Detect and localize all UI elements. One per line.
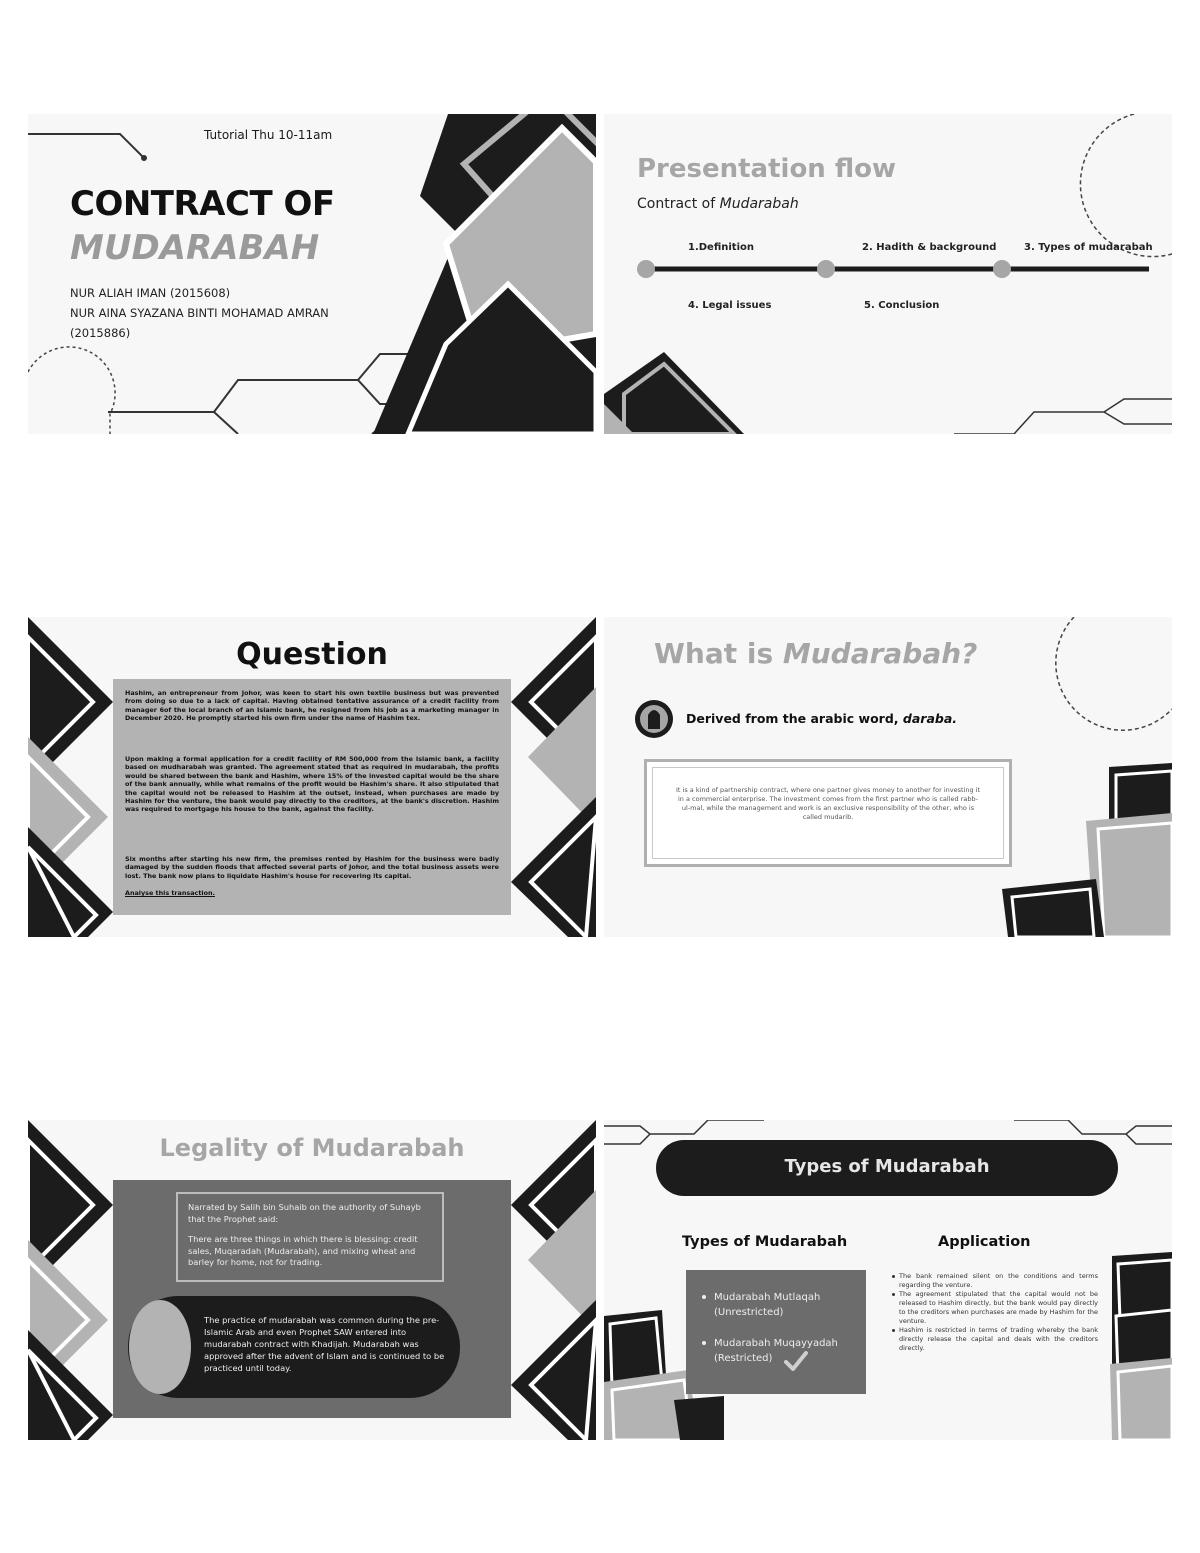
hadith-frame	[176, 1192, 444, 1282]
types-banner-title: Types of Mudarabah	[784, 1156, 990, 1177]
flow-step-1: 1.Definition	[688, 242, 754, 253]
type-item-restricted: Mudarabah Muqayyadah (Restricted)	[702, 1336, 852, 1366]
title-line-1: CONTRACT OF	[70, 184, 335, 224]
question-heading: Question	[236, 637, 388, 672]
slide-flow	[604, 114, 1172, 434]
definition-body: It is a kind of partnership contract, where one partner gives money to another for investing it in a commercial enterprise. The investment comes from the first partner who is called rabb-ul-mal, while the management and work is an exclusive responsibility of the other, who is called mudarib.	[675, 786, 980, 821]
author-2: NUR AINA SYAZANA BINTI MOHAMAD AMRAN	[70, 306, 329, 320]
application-item: The agreement stipulated that the capital would not be released to Hashim directly, but the bank would pay directly to the creditors when purchases are made by Hashim for the venture.	[892, 1290, 1098, 1326]
flow-step-3: 3. Types of mudarabah	[1024, 242, 1153, 253]
derived-from-text: Derived from the arabic word, daraba.	[686, 711, 958, 726]
question-paragraph-2: Upon making a formal application for a credit facility of RM 500,000 from the Islamic bank, a facility based on mudharabah was granted. The agreement stated that as required in mudarabah, the profits would be shared between the bank and Hashim, where 15% of the invested capital would be the share of the bank annually, while what remains of the profit would be Hashim's share. It also stipulated that the capital would not be released to Hashim at the outset, instead, when purchases are made by Hashim for the venture, the bank would pay directly to the creditors, at the bank's discretion. Hashim was required to mortgage his house to the bank, against the facility.	[125, 755, 499, 814]
title-line-2: MUDARABAH	[70, 228, 320, 268]
types-column-heading: Types of Mudarabah	[682, 1234, 848, 1250]
pill-oval	[129, 1300, 191, 1394]
slide-decoration	[28, 114, 596, 434]
slide-types	[604, 1120, 1172, 1440]
question-paragraph-3: Six months after starting his new firm, the premises rented by Hashim for the business were badly damaged by the sudden floods that affected several parts of Johor, and the total business assets were lost. The bank now plans to liquidate Hashim's house for recovering its capital.	[125, 855, 499, 880]
definition-heading: What is Mudarabah?	[654, 637, 978, 670]
application-item: Hashim is restricted in terms of trading whereby the bank directly release the capital and deals with the creditors directly.	[892, 1326, 1098, 1353]
types-list-box	[686, 1270, 866, 1394]
question-paragraph-1: Hashim, an entrepreneur from Johor, was keen to start his own textile business but was prevented from doing so due to a lack of capital. Having obtained tentative assurance of a credit facility from manager 6of the local branch of an Islamic bank, he resigned from his job as a marketing manager in December 2020. He promptly started his own firm under the name of Hashim tex.	[125, 689, 499, 723]
legality-heading: Legality of Mudarabah	[159, 1134, 465, 1162]
definition-frame	[644, 759, 1012, 867]
application-list	[892, 1272, 1098, 1353]
type-item-unrestricted: Mudarabah Mutlaqah (Unrestricted)	[702, 1290, 852, 1320]
hadith-narration-1: Narrated by Salih bin Suhaib on the authority of Suhayb that the Prophet said:	[188, 1202, 421, 1224]
question-instruction: Analyse this transaction.	[125, 889, 215, 897]
slide-legality	[28, 1120, 596, 1440]
flow-subtitle: Contract of Mudarabah	[637, 196, 799, 212]
bullet-dot	[702, 1341, 706, 1345]
flow-heading: Presentation flow	[637, 154, 897, 184]
bullet-dot	[702, 1295, 706, 1299]
slide-question	[28, 617, 596, 937]
flow-step-5: 5. Conclusion	[864, 300, 940, 311]
author-2-id: (2015886)	[70, 326, 131, 340]
author-1: NUR ALIAH IMAN (2015608)	[70, 286, 231, 300]
checkmark-icon	[784, 1350, 808, 1372]
application-item: The bank remained silent on the conditions and terms regarding the venture.	[892, 1272, 1098, 1290]
hadith-narration-2: There are three things in which there is blessing: credit sales, Muqaradah (Mudarabah), and mixing wheat and barley for home, not for trading.	[188, 1234, 418, 1267]
history-text: The practice of mudarabah was common during the pre-Islamic Arab and even Prophet SAW entered into mudarabah contract with Khadijah. Mudarabah was approved after the advent of Islam and is continued to be practiced until today.	[204, 1315, 445, 1373]
flow-step-2: 2. Hadith & background	[862, 242, 997, 253]
flow-step-4: 4. Legal issues	[688, 300, 772, 311]
application-column-heading: Application	[938, 1234, 1031, 1250]
slide-definition	[604, 617, 1172, 937]
tutorial-time: Tutorial Thu 10-11am	[204, 128, 333, 142]
slide-title	[28, 114, 596, 434]
question-box	[113, 679, 511, 915]
